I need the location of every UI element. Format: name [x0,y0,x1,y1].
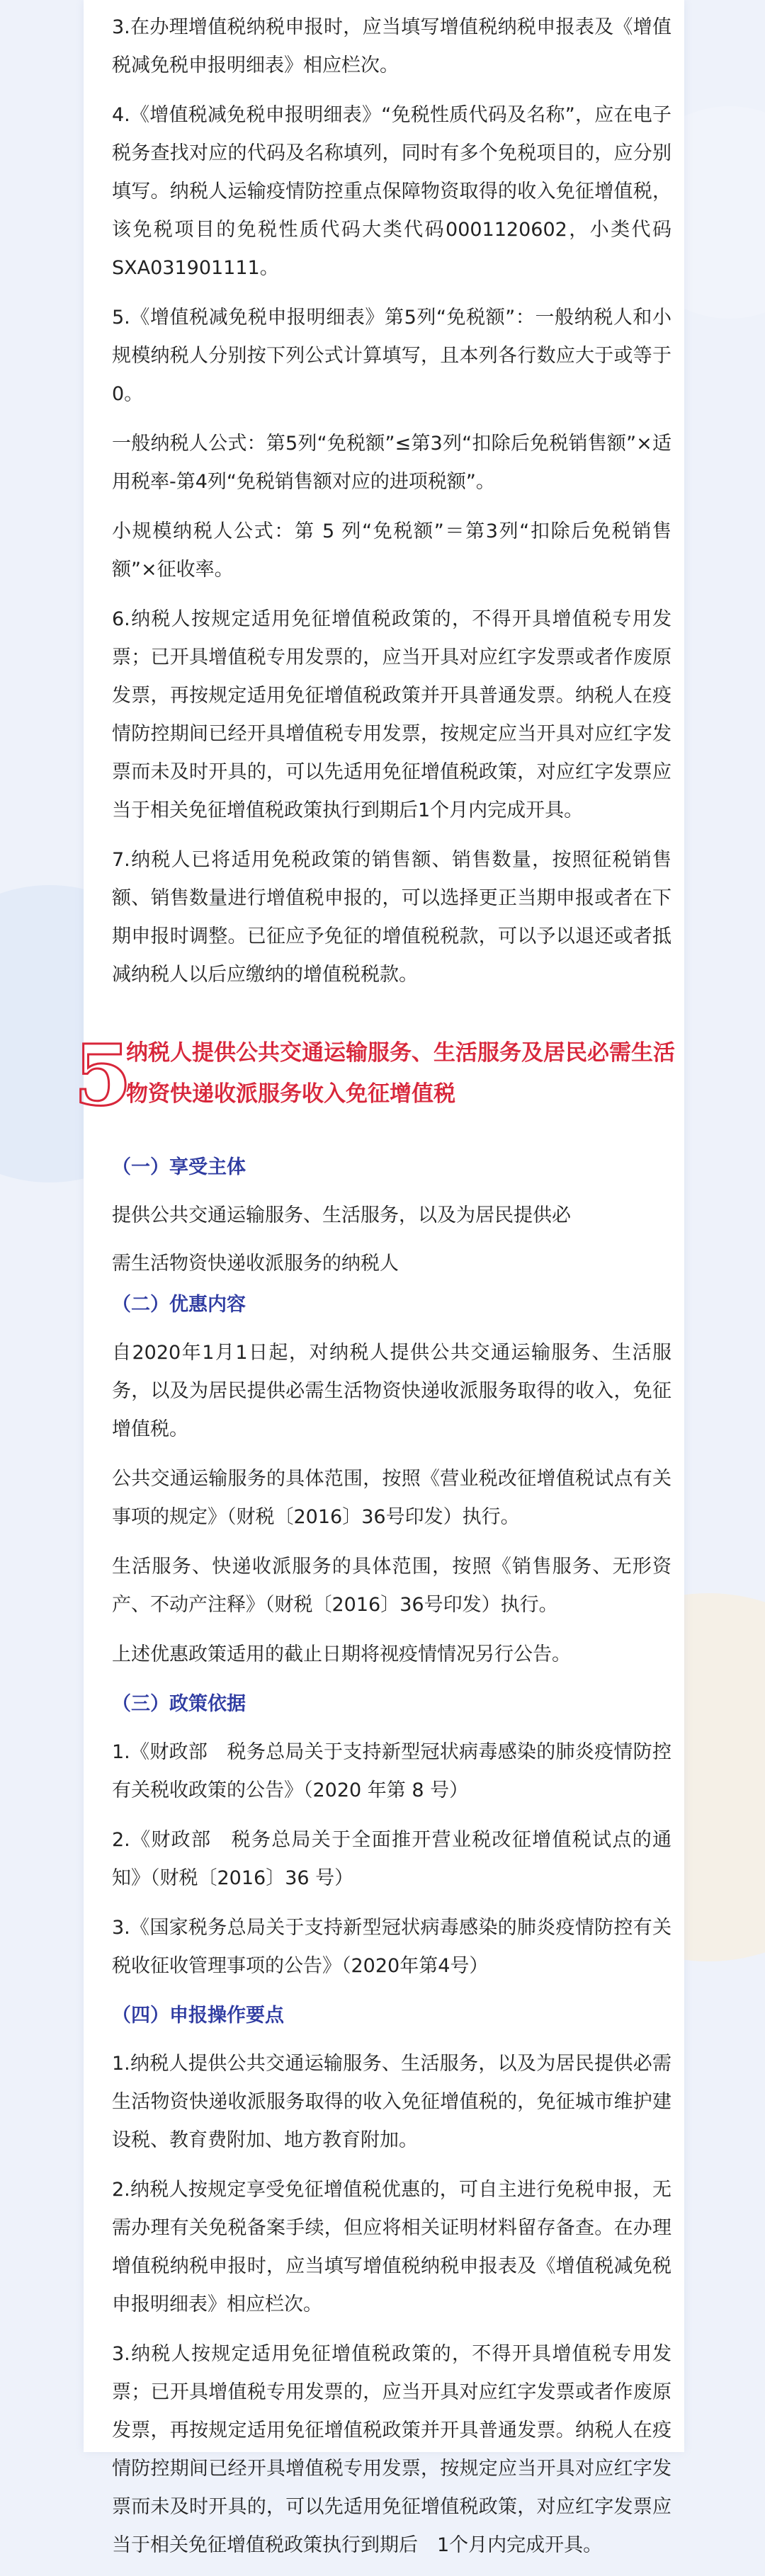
intro-item: 一般纳税人公式：第5列“免税额”≤第3列“扣除后免税销售额”×适用税率-第4列“免税销售额对应的进项税额”。 [112,433,672,493]
article-content [74,0,675,2576]
subject-line: 提供公共交通运输服务、生活服务，以及为居民提供必 [112,1204,571,1226]
basis-item: 1.《财政部 税务总局关于支持新型冠状病毒感染的肺炎疫情防控有关税收政策的公告》（2020 年第 8 号） [112,1741,672,1801]
content-paragraph: 上述优惠政策适用的截止日期将视疫情情况另行公告。 [112,1643,571,1665]
subject-line: 需生活物资快递收派服务的纳税人 [112,1253,399,1275]
content-paragraph: 生活服务、快递收派服务的具体范围，按照《销售服务、无形资产、不动产注释》（财税〔2016〕36号印发）执行。 [112,1556,672,1616]
content-paragraph: 自2020年1月1日起，对纳税人提供公共交通运输服务、生活服务，以及为居民提供必需生活物资快递收派服务取得的收入，免征增值税。 [112,1342,672,1440]
intro-item: 3.在办理增值税纳税申报时，应当填写增值税纳税申报表及《增值税减免税申报明细表》相应栏次。 [112,16,672,76]
ops-item: 1.纳税人提供公共交通运输服务、生活服务，以及为居民提供必需生活物资快递收派服务取得的收入免征增值税的，免征城市维护建设税、教育费附加、地方教育附加。 [112,2053,672,2151]
intro-item: 4.《增值税减免税申报明细表》“免税性质代码及名称”，应在电子税务查找对应的代码及名称填列，同时有多个免税项目的，应分别填写。纳税人运输疫情防控重点保障物资取得的收入免征增值税，该免税项目的免税性质代码大类代码0001120602，小类代码 SXA031901111。 [112,104,672,279]
ops-item: 2.纳税人按规定享受免征增值税优惠的，可自主进行免税申报，无需办理有关免税备案手续，但应将相关证明材料留存备查。在办理增值税纳税申报时，应当填写增值税纳税申报表及《增值税减免税申报明细表》相应栏次。 [112,2179,672,2315]
section-title: 纳税人提供公共交通运输服务、生活服务及居民必需生活物资快递收派服务收入免征增值税 [126,1040,675,1107]
content-heading: （二）优惠内容 [112,1294,246,1316]
subject-heading: （一）享受主体 [112,1156,246,1178]
intro-item: 5.《增值税减免税申报明细表》第5列“免税额”：一般纳税人和小规模纳税人分别按下列公式计算填写，且本列各行数应大于或等于0。 [112,307,672,405]
section-header [74,1026,675,1124]
intro-item: 小规模纳税人公式：第 5 列“免税额”＝第3列“扣除后免税销售额”×征收率。 [112,520,672,581]
section-number: 5 [74,1026,132,1124]
basis-item: 2.《财政部 税务总局关于全面推开营业税改征增值税试点的通知》（财税〔2016〕36 号） [112,1829,672,1889]
content-paragraph: 公共交通运输服务的具体范围，按照《营业税改征增值税试点有关事项的规定》（财税〔2016〕36号印发）执行。 [112,1468,672,1528]
ops-item: 3.纳税人按规定适用免征增值税政策的，不得开具增值税专用发票；已开具增值税专用发票的，应当开具对应红字发票或者作废原发票，再按规定适用免征增值税政策并开具普通发票。纳税人在疫情防控期间已经开具增值税专用发票，按规定应当开具对应红字发票而未及时开具的，可以先适用免征增值税政策，对应红字发票应当于相关免征增值税政策执行到期后 1个月内完成开具。 [112,2343,672,2556]
ops-heading: （四）申报操作要点 [112,2005,284,2027]
basis-item: 3.《国家税务总局关于支持新型冠状病毒感染的肺炎疫情防控有关税收征收管理事项的公告》（2020年第4号） [112,1917,672,1977]
basis-heading: （三）政策依据 [112,1693,246,1715]
intro-item: 7.纳税人已将适用免税政策的销售额、销售数量，按照征税销售额、销售数量进行增值税申报的，可以选择更正当期申报或者在下期申报时调整。已征应予免征的增值税税款，可以予以退还或者抵减纳税人以后应缴纳的增值税税款。 [112,849,672,986]
intro-item: 6.纳税人按规定适用免征增值税政策的，不得开具增值税专用发票；已开具增值税专用发票的，应当开具对应红字发票或者作废原发票，再按规定适用免征增值税政策并开具普通发票。纳税人在疫情防控期间已经开具增值税专用发票，按规定应当开具对应红字发票而未及时开具的，可以先适用免征增值税政策，对应红字发票应当于相关免征增值税政策执行到期后1个月内完成开具。 [112,608,672,821]
article-card [74,0,684,2556]
